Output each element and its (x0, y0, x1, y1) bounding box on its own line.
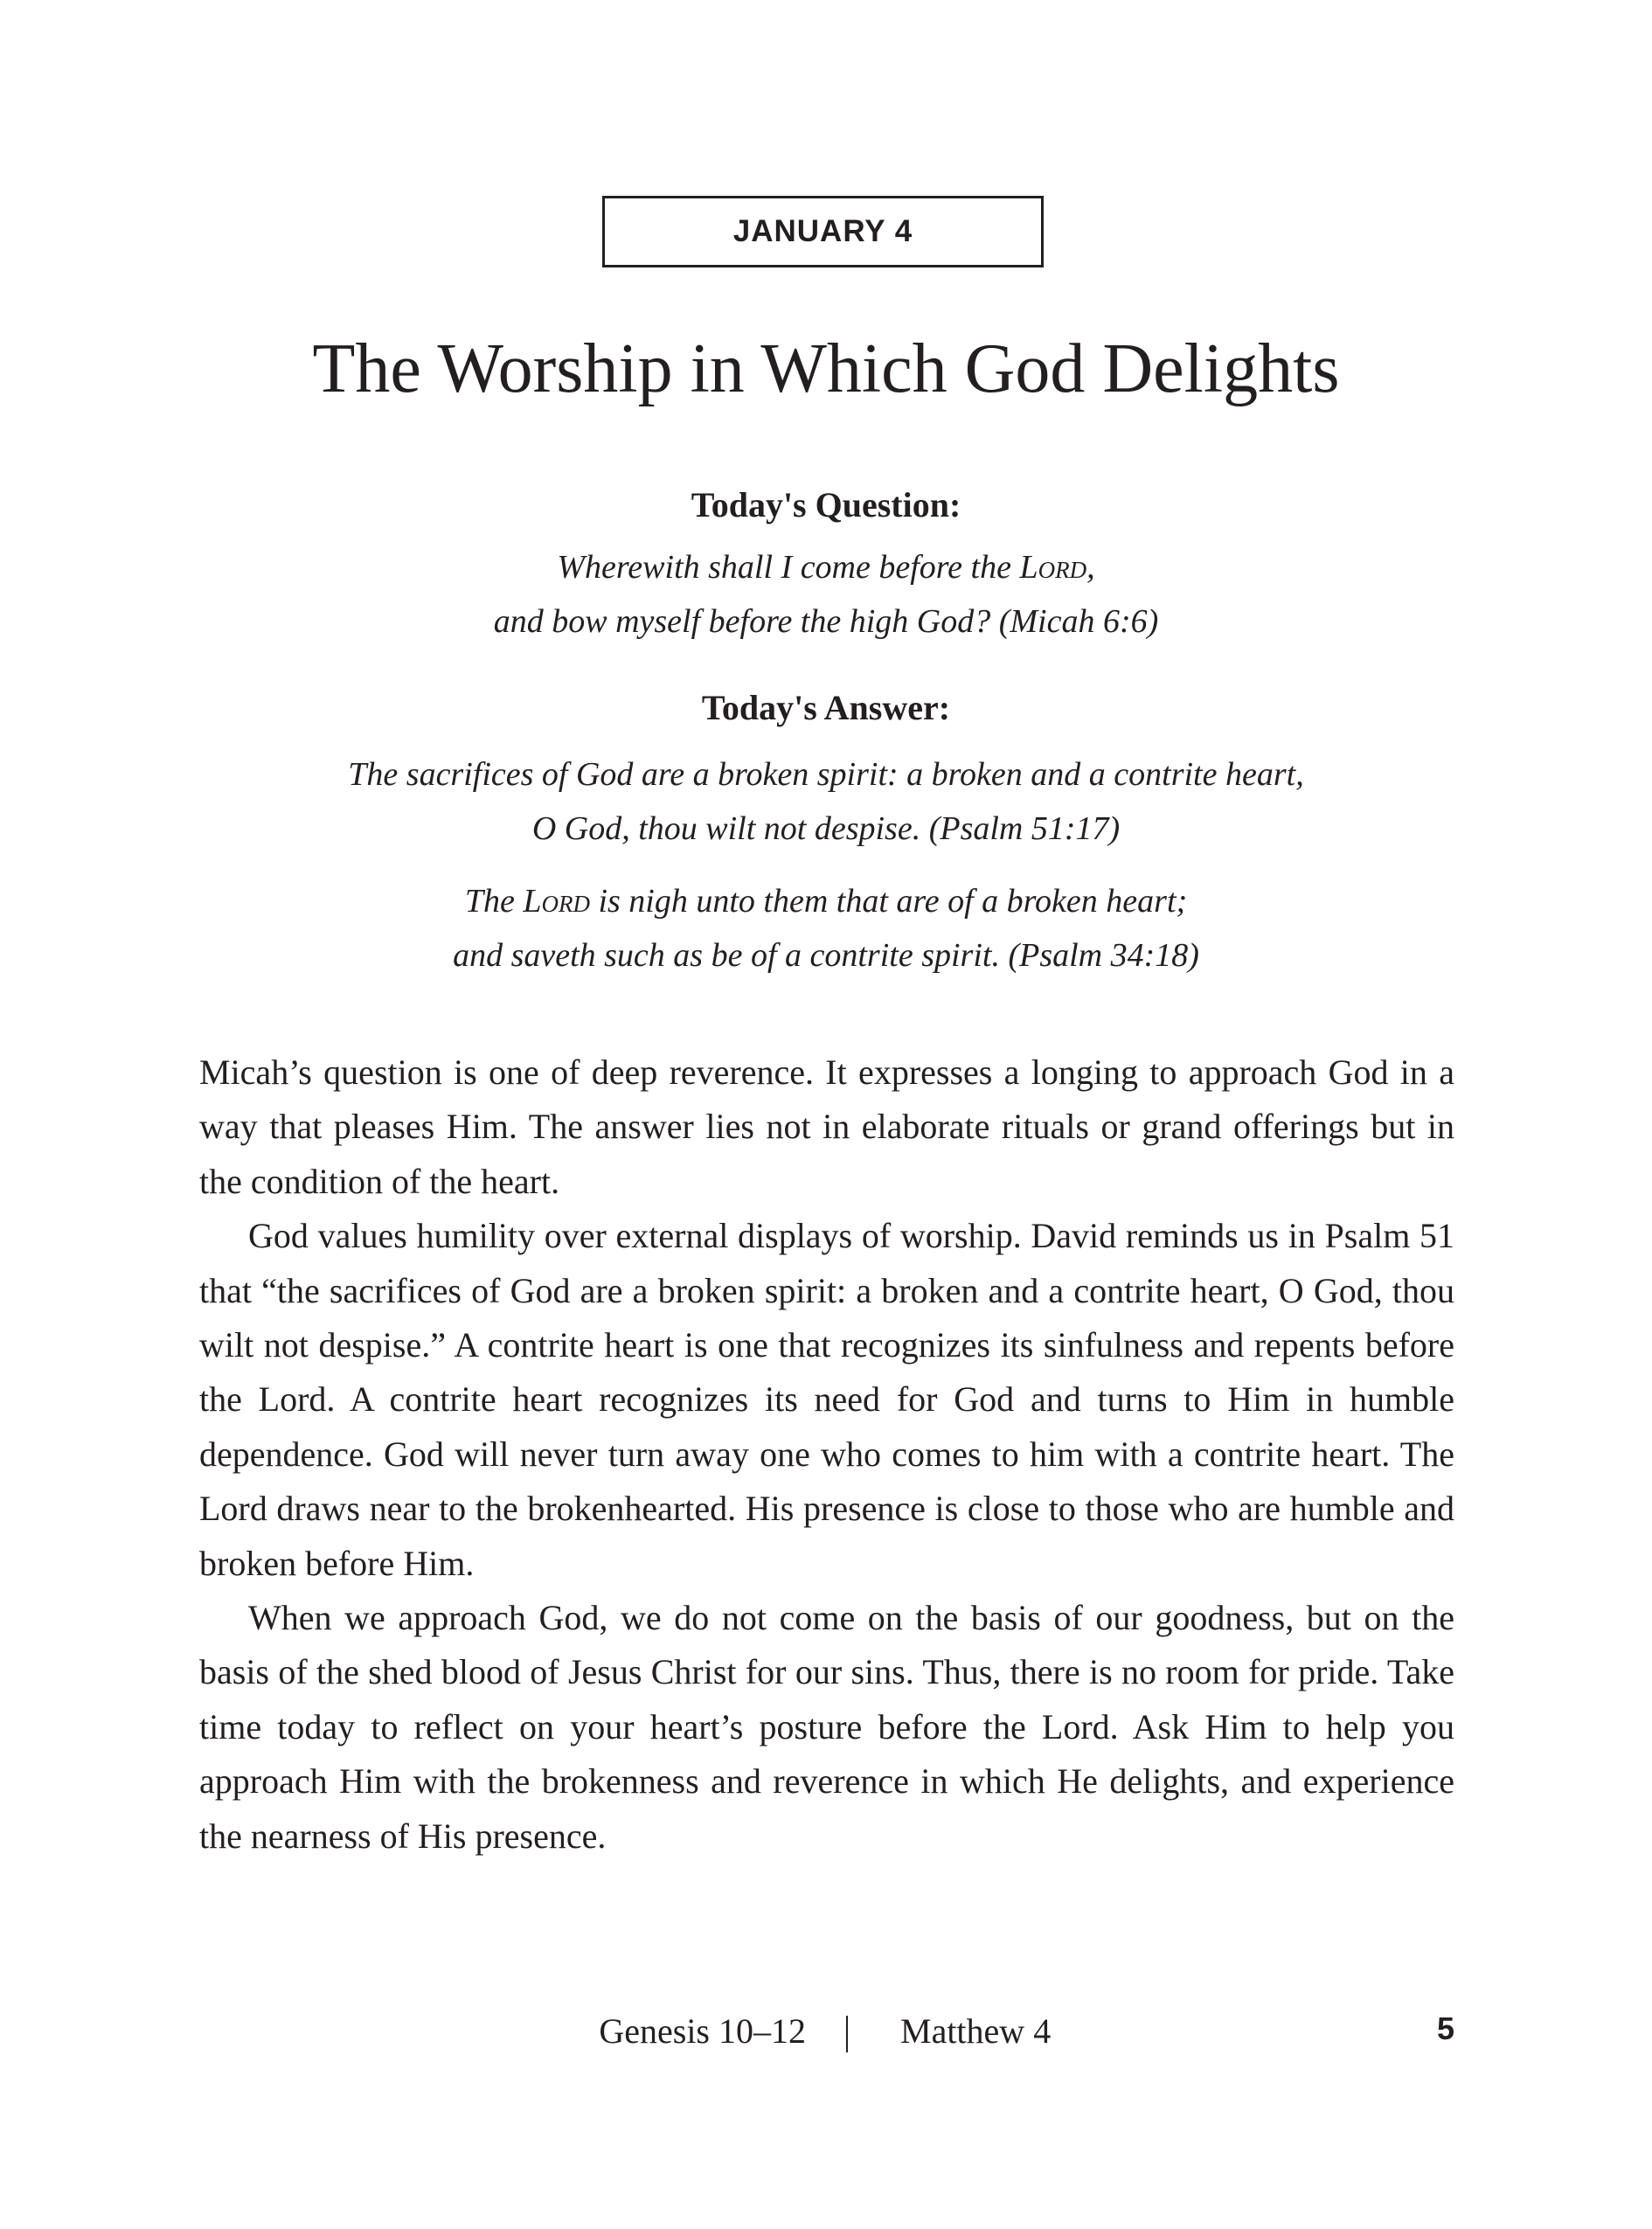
answer-verse-1-line-2: O God, thou wilt not despise. (Psalm 51:17) (531, 810, 1121, 847)
question-verse-line-1-start: Wherewith shall I come before the (557, 549, 1020, 586)
devotional-body (199, 1045, 1454, 1864)
footer-divider (846, 2016, 848, 2052)
answer-verse-1-line-1: The sacrifices of God are a broken spirit: a broken and a contrite heart, (348, 756, 1304, 793)
page-number: 5 (1436, 2010, 1454, 2046)
answer-heading: Today's Answer: (701, 688, 951, 727)
question-heading: Today's Question: (691, 485, 961, 524)
body-paragraph-3: When we approach God, we do not come on the basis of our goodness, but on the basis of the shed blood of Jesus Christ for our sins. Thus, there is no room for pride. Take time today to reflect on your heart’s posture before the Lord. Ask Him to help you approach Him with the brokenness and reverence in which He delights, and experience the nearness of His presence. (199, 1598, 1454, 1856)
answer-verse-2 (0, 874, 1652, 983)
lord-small-caps: Lord (1019, 549, 1087, 586)
question-verse (0, 540, 1652, 649)
question-verse-line-1 (0, 540, 1652, 594)
question-verse-line-2: and bow myself before the high God? (Micah 6:6) (493, 603, 1159, 640)
date-label (602, 196, 1044, 267)
page-title: The Worship in Which God Delights (312, 330, 1340, 407)
date-text: JANUARY 4 (732, 214, 913, 248)
question-verse-line-1-end: , (1086, 549, 1095, 586)
page-footer (0, 2010, 1652, 2063)
answer-verse-2-line-1 (0, 874, 1652, 928)
reading-old-testament: Genesis 10–12 (599, 2011, 806, 2051)
answer-verse-2-line-1-start: The (464, 883, 524, 920)
lord-small-caps: Lord (523, 883, 590, 920)
answer-verse-2-line-1-end: is nigh unto them that are of a broken heart; (589, 883, 1188, 920)
body-paragraph-1: Micah’s question is one of deep reverence. It expresses a longing to approach God in a way that pleases Him. The answer lies not in elaborate rituals or grand offerings but in the condition of the heart. (199, 1052, 1454, 1201)
reading-new-testament: Matthew 4 (900, 2011, 1052, 2051)
body-paragraph-2: God values humility over external displays of worship. David reminds us in Psalm 51 that “the sacrifices of God are a broken spirit: a broken and a contrite heart, O God, thou wilt not despise.” A contrite heart is one that recognizes its sinfulness and repents before the Lord. A contrite heart recognizes its need for God and turns to Him in humble dependence. God will never turn away one who comes to him with a contrite heart. The Lord draws near to the brokenhearted. His presence is close to those who are humble and broken before Him. (199, 1216, 1454, 1583)
answer-verse-1 (0, 747, 1652, 856)
answer-verse-2-line-2: and saveth such as be of a contrite spirit. (Psalm 34:18) (453, 937, 1199, 974)
